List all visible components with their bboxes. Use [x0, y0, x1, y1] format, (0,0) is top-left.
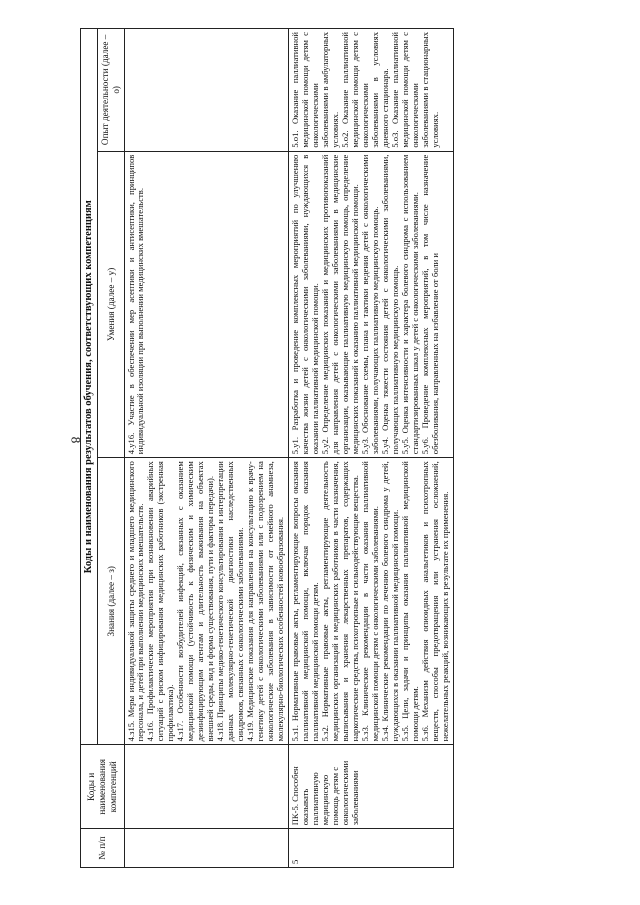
skill-item: 5.у5. Оценка интенсивности и характера болевого синдрома с использованием стандартизированных шкал у детей с онкологическими заболеваниями. [399, 154, 420, 455]
knowledge-item: 5.з2. Нормативные правовые акты, регламентирующие деятельность медицинских организаций и медицинских работников в части назначения, выписывания и хранения лекарственных препаратов, содержащих наркотические средства, психотропные и сильнодействующие вещества. [319, 461, 360, 742]
table-row [124, 29, 289, 868]
row1-num [124, 829, 289, 868]
table-row [289, 29, 454, 868]
knowledge-item: 5.з4. Клинические рекомендации по лечению болевого синдрома у детей, нуждающихся в оказании паллиативной медицинской помощи. [379, 461, 400, 742]
knowledge-item: 4.з15. Меры индивидуальной защиты среднего и младшего медицинского персонала, и детей при выполнении медицинских вмешательств. [125, 461, 146, 742]
knowledge-item: 4.з17. Особенности возбудителей инфекций, связанных с оказанием медицинской помощи (устойчивость к физическим и химическим дезинфицирующим агентам и длительность выживания на объектах внешней среды, вид и форма существования, пути и факторы передачи). [175, 461, 216, 742]
skill-item: 5.у3. Обоснование схемы, плана и тактики ведения детей с онкологическими заболеваниями, получающих паллиативную медицинскую помощь. [359, 154, 380, 455]
knowledge-item: 5.з5. Цели, задачи и принципы оказания паллиативной медицинской помощи детям. [399, 461, 420, 742]
experience-item: 5.о1. Оказание паллиативной медицинской помощи детям с онкологическими заболеваниями в амбулаторных условиях. [290, 32, 340, 148]
skill-item: 5.у1. Разработка и проведение комплексных мероприятий по улучшению качества жизни детей с онкологическими заболеваниями, нуждающихся в оказании паллиативной медицинской помощи. [290, 154, 320, 455]
header-group: Коды и наименования результатов обучения, соответствующих компетенциям [81, 29, 98, 745]
experience-item: 5.о2. Оказание паллиативной медицинской помощи детям с онкологическими заболеваниями в условиях дневного стационара. [339, 32, 390, 148]
knowledge-item: 5.з1. Нормативные правовые акты, регламентирующие вопросы оказания паллиативной медицинской помощи, включая порядок оказания паллиативной медицинской помощи детям. [290, 461, 320, 742]
skill-item: 5.у2. Определение медицинских показаний и медицинских противопоказаний для направления детей с онкологическими заболеваниями в медицинские организации, оказывающие паллиативную медицинскую помощь, определение медицинских показаний к оказанию паллиативной медицинской помощи. [319, 154, 360, 455]
row2-code: ПК-5. Способен оказывать паллиативную медицинскую помощь детям с онкологическими заболеваниями [289, 745, 454, 829]
row1-experience [124, 29, 289, 152]
knowledge-item: 4.з18. Принципы медико-генетического консультирования и интерпретации данных молекулярно-генетической диагностики наследственных синдромов, связанных с онкологическими заболеваниями. [215, 461, 246, 742]
page-number: 8 [68, 436, 84, 444]
header-experience: Опыт деятельности (далее – о) [98, 29, 124, 152]
row2-skills [289, 151, 454, 458]
competency-table [80, 28, 454, 868]
skill-item: 5.у6. Проведение комплексных мероприятий, в том числе назначение обезболивания, направленных на избавление от боли и [419, 154, 440, 455]
knowledge-item: 4.з19. Медицинские показания для направления на консультацию к врачу-генетику детей с онкологическими заболеваниями или с подозрением на онкологические заболевания в зависимости от семейного анамнеза, молекулярно-биологических особенностей новообразования. [245, 461, 286, 742]
row2-knowledge [289, 458, 454, 745]
experience-item: 5.о3. Оказание паллиативной медицинской помощи детям с онкологическими заболеваниями в стационарных условиях. [389, 32, 440, 148]
row2-experience [289, 29, 454, 152]
row1-code [124, 745, 289, 829]
knowledge-item: 4.з16. Профилактические мероприятия при возникновении аварийных ситуаций с риском инфицирования медицинских работников (экстренная профилактика). [145, 461, 176, 742]
knowledge-item: 5.з3. Клинические рекомендации в части оказания паллиативной медицинской помощи детям с онкологическими заболеваниями. [359, 461, 380, 742]
header-code: Коды и наименования компетенций [81, 745, 125, 829]
header-num: № п/п [81, 829, 125, 868]
row2-num: 5 [289, 829, 454, 868]
row1-skills [124, 151, 289, 458]
knowledge-item: 5.з6. Механизм действия опиоидных анальгетиков и психотропных веществ, способы предотвращения или устранения осложнений, нежелательных реакций, возникающих в результате их применения. [419, 461, 450, 742]
header-knowledge: Знания (далее – з) [98, 458, 124, 745]
skill-item: 5.у4. Оценка тяжести состояния детей с онкологическими заболеваниями, получающих паллиативную медицинскую помощь. [379, 154, 400, 455]
header-skills: Умения (далее – у) [98, 151, 124, 458]
rotated-table-container [80, 28, 600, 868]
row1-knowledge [124, 458, 289, 745]
skill-item: 4.у16. Участие в обеспечении мер асептики и антисептики, принципов индивидуальной изоляции при выполнении медицинских вмешательств. [125, 154, 146, 455]
